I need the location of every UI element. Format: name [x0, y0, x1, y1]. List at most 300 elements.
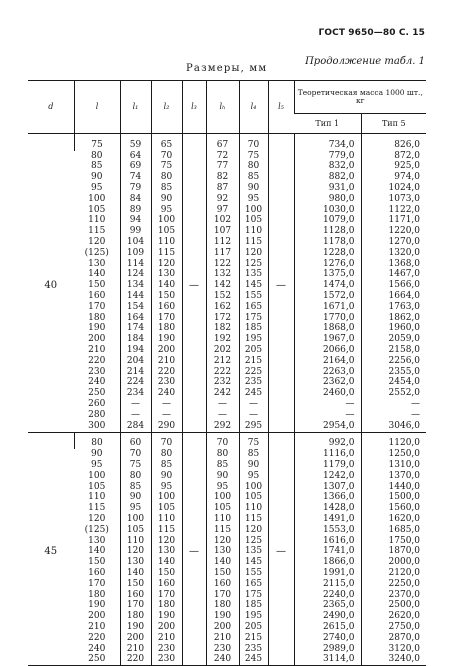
- cell-mass-type1: 832,0: [294, 162, 361, 173]
- cell-l2: 105: [151, 503, 182, 514]
- cell-l: 105: [88, 204, 106, 215]
- cell-l1: 105: [120, 525, 151, 536]
- cell-l2: 220: [151, 367, 182, 378]
- cell-l5: —: [268, 140, 294, 432]
- cell-l2: 120: [151, 536, 182, 547]
- cell-l4: 245: [239, 388, 268, 399]
- table-row: [28, 399, 426, 410]
- cell-lh: 85: [206, 460, 239, 471]
- cell-l1: 144: [120, 291, 151, 302]
- cell-mass-type5: —: [361, 410, 426, 421]
- cell-mass-type1: 1741,0: [294, 546, 361, 557]
- cell-l2: 130: [151, 270, 182, 281]
- cell-l: 220: [88, 355, 106, 366]
- cell-l1: 70: [120, 449, 151, 460]
- cell-lh: 240: [206, 654, 239, 665]
- cell-l1: 79: [120, 183, 151, 194]
- cell-l1: 164: [120, 313, 151, 324]
- cell-lh: 162: [206, 302, 239, 313]
- cell-lh: 122: [206, 259, 239, 270]
- cell-mass-type5: 1220,0: [361, 226, 426, 237]
- cell-mass-type1: —: [294, 410, 361, 421]
- cell-l: 100: [88, 470, 106, 481]
- cell-l2: 230: [151, 644, 182, 655]
- cell-lh: 192: [206, 334, 239, 345]
- cell-mass-type1: 2365,0: [294, 600, 361, 611]
- cell-l2: 190: [151, 334, 182, 345]
- cell-l4: 105: [239, 493, 268, 504]
- cell-l1: 284: [120, 421, 151, 432]
- cell-l5: —: [268, 439, 294, 666]
- cell-lh: 142: [206, 280, 239, 291]
- cell-l: 115: [88, 503, 106, 514]
- cell-l: 250: [88, 388, 106, 399]
- dimensions-caption: Размеры, мм: [186, 63, 268, 74]
- cell-mass-type1: 3114,0: [294, 654, 361, 665]
- cell-mass-type5: 2250,0: [361, 579, 426, 590]
- cell-lh: 150: [206, 568, 239, 579]
- cell-l: 110: [88, 492, 106, 503]
- cell-l: 75: [74, 140, 120, 151]
- cell-mass-type1: 1276,0: [294, 259, 361, 270]
- table-group-d-45: [28, 432, 426, 666]
- cell-l4: 145: [239, 557, 268, 568]
- cell-l2: 100: [151, 216, 182, 227]
- cell-mass-type5: 1171,0: [361, 216, 426, 227]
- cell-l: 240: [88, 377, 106, 388]
- cell-l4: 100: [239, 482, 268, 493]
- table-continuation: Продолжение табл. 1: [305, 56, 425, 67]
- table-row: [28, 654, 426, 665]
- cell-l: 130: [88, 535, 106, 546]
- col-header-type1: Тип 1: [294, 114, 361, 134]
- cell-lh: 172: [206, 313, 239, 324]
- cell-l2: 140: [151, 280, 182, 291]
- cell-l2: 85: [151, 460, 182, 471]
- table-row: [28, 183, 426, 194]
- cell-l4: 120: [239, 525, 268, 536]
- cell-mass-type1: 2954,0: [294, 421, 361, 432]
- cell-mass-type5: 1270,0: [361, 237, 426, 248]
- cell-mass-type5: 1440,0: [361, 482, 426, 493]
- cell-l2: 115: [151, 248, 182, 259]
- cell-l4: 155: [239, 568, 268, 579]
- table-row: [28, 162, 426, 173]
- cell-mass-type5: 1763,0: [361, 302, 426, 313]
- cell-lh: 117: [206, 248, 239, 259]
- cell-l: 150: [88, 280, 106, 291]
- cell-mass-type5: 1024,0: [361, 183, 426, 194]
- table-row: [28, 302, 426, 313]
- table-row: [28, 172, 426, 183]
- cell-mass-type1: 1116,0: [294, 449, 361, 460]
- cell-l: 210: [88, 621, 106, 632]
- cell-mass-type5: —: [361, 399, 426, 410]
- cell-l1: 104: [120, 237, 151, 248]
- cell-l2: 190: [151, 611, 182, 622]
- cell-l: 105: [88, 481, 106, 492]
- cell-lh: 230: [206, 644, 239, 655]
- cell-l2: 230: [151, 378, 182, 389]
- cell-l: 85: [91, 161, 103, 172]
- cell-mass-type5: 1368,0: [361, 259, 426, 270]
- cell-l4: 165: [239, 302, 268, 313]
- cell-mass-type5: 1310,0: [361, 460, 426, 471]
- cell-mass-type1: 2263,0: [294, 367, 361, 378]
- table-row: [28, 460, 426, 471]
- table-row: [28, 557, 426, 568]
- cell-l4: —: [239, 410, 268, 421]
- cell-mass-type5: 2120,0: [361, 568, 426, 579]
- cell-l4: 175: [239, 313, 268, 324]
- cell-l1: 224: [120, 378, 151, 389]
- cell-lh: 105: [206, 503, 239, 514]
- cell-l: 110: [88, 215, 106, 226]
- col-header-type5: Тип 5: [361, 114, 426, 134]
- col-header-l2: l₂: [151, 81, 182, 134]
- table-row: [28, 536, 426, 547]
- cell-lh: 242: [206, 388, 239, 399]
- cell-mass-type5: 3046,0: [361, 421, 426, 432]
- cell-lh: 67: [206, 140, 239, 151]
- cell-l1: 204: [120, 356, 151, 367]
- cell-l2: 110: [151, 237, 182, 248]
- cell-l4: 185: [239, 324, 268, 335]
- cell-mass-type1: 2362,0: [294, 378, 361, 389]
- cell-mass-type1: 2460,0: [294, 388, 361, 399]
- cell-l1: 190: [120, 622, 151, 633]
- cell-mass-type1: 1616,0: [294, 536, 361, 547]
- col-header-d: d: [48, 102, 54, 111]
- standard-number: ГОСТ 9650—80 С. 15: [318, 28, 425, 38]
- cell-l2: 110: [151, 514, 182, 525]
- cell-lh: 152: [206, 291, 239, 302]
- cell-l4: 115: [239, 514, 268, 525]
- cell-l: (125): [84, 524, 109, 535]
- cell-l4: 85: [239, 449, 268, 460]
- cell-l2: —: [151, 399, 182, 410]
- cell-l1: 74: [120, 172, 151, 183]
- cell-l1: 160: [120, 590, 151, 601]
- table-row: [28, 367, 426, 378]
- cell-mass-type1: 931,0: [294, 183, 361, 194]
- cell-l2: 70: [151, 439, 182, 450]
- cell-l: 190: [88, 600, 106, 611]
- cell-l2: 115: [151, 525, 182, 536]
- cell-lh: 72: [206, 151, 239, 162]
- cell-l: 140: [88, 269, 106, 280]
- cell-mass-type1: 1178,0: [294, 237, 361, 248]
- cell-l: 80: [74, 439, 120, 450]
- cell-l1: 95: [120, 503, 151, 514]
- cell-mass-type5: 2355,0: [361, 367, 426, 378]
- cell-mass-type5: 2620,0: [361, 611, 426, 622]
- cell-l2: 95: [151, 482, 182, 493]
- cell-mass-type1: 2989,0: [294, 644, 361, 655]
- cell-mass-type5: 872,0: [361, 151, 426, 162]
- col-header-l3: l₃: [182, 81, 206, 134]
- cell-l1: 80: [120, 471, 151, 482]
- cell-mass-type1: 992,0: [294, 439, 361, 450]
- cell-l4: —: [239, 399, 268, 410]
- cell-lh: 95: [206, 482, 239, 493]
- cell-l: 95: [91, 460, 103, 470]
- cell-lh: 82: [206, 172, 239, 183]
- cell-mass-type1: 1079,0: [294, 216, 361, 227]
- cell-mass-type1: 1991,0: [294, 568, 361, 579]
- cell-l1: 174: [120, 324, 151, 335]
- cell-l: 260: [88, 399, 106, 410]
- cell-lh: 202: [206, 345, 239, 356]
- cell-l2: 210: [151, 356, 182, 367]
- cell-lh: 115: [206, 525, 239, 536]
- cell-l4: 205: [239, 622, 268, 633]
- cell-l1: 170: [120, 600, 151, 611]
- cell-lh: 112: [206, 237, 239, 248]
- table-row: [28, 611, 426, 622]
- cell-mass-type1: 1868,0: [294, 324, 361, 335]
- cell-l4: 90: [239, 183, 268, 194]
- table-row: [28, 644, 426, 655]
- cell-l4: 115: [239, 237, 268, 248]
- cell-mass-type1: 1474,0: [294, 280, 361, 291]
- cell-l1: 184: [120, 334, 151, 345]
- cell-l4: 135: [239, 546, 268, 557]
- cell-lh: 190: [206, 611, 239, 622]
- table-row: [28, 622, 426, 633]
- cell-mass-type1: 1128,0: [294, 226, 361, 237]
- cell-l1: —: [120, 399, 151, 410]
- col-header-l4: l₄: [239, 81, 268, 134]
- cell-l4: 145: [239, 280, 268, 291]
- cell-l4: 110: [239, 503, 268, 514]
- col-header-l1: l₁: [120, 81, 151, 134]
- col-header-l: l: [74, 81, 120, 134]
- cell-l3: —: [182, 140, 206, 432]
- table-row: [28, 237, 426, 248]
- cell-l: 300: [88, 420, 106, 431]
- cell-mass-type1: 2115,0: [294, 579, 361, 590]
- cell-l1: 200: [120, 633, 151, 644]
- cell-mass-type1: 882,0: [294, 172, 361, 183]
- cell-mass-type5: 925,0: [361, 162, 426, 173]
- cell-l2: 120: [151, 259, 182, 270]
- cell-lh: 232: [206, 378, 239, 389]
- cell-lh: 97: [206, 205, 239, 216]
- cell-l: 230: [88, 366, 106, 377]
- cell-l4: 135: [239, 270, 268, 281]
- table-row: [28, 140, 426, 151]
- table-row: [28, 568, 426, 579]
- cell-lh: 130: [206, 546, 239, 557]
- cell-l: 90: [91, 449, 103, 460]
- cell-lh: 80: [206, 449, 239, 460]
- cell-l2: 65: [151, 140, 182, 151]
- cell-mass-type1: 1375,0: [294, 270, 361, 281]
- cell-lh: 100: [206, 493, 239, 504]
- table-row: [28, 151, 426, 162]
- cell-l4: 75: [239, 439, 268, 450]
- table-row: [28, 313, 426, 324]
- cell-l1: 99: [120, 226, 151, 237]
- cell-mass-type5: 1560,0: [361, 503, 426, 514]
- cell-l2: 70: [151, 151, 182, 162]
- cell-l2: 150: [151, 291, 182, 302]
- cell-l2: 150: [151, 568, 182, 579]
- cell-mass-type5: 2454,0: [361, 378, 426, 389]
- cell-l: 160: [88, 567, 106, 578]
- cell-mass-type1: —: [294, 399, 361, 410]
- cell-mass-type1: 1428,0: [294, 503, 361, 514]
- table-row: [28, 194, 426, 205]
- table-row: [28, 449, 426, 460]
- cell-l1: 154: [120, 302, 151, 313]
- cell-l2: 95: [151, 205, 182, 216]
- cell-l1: 234: [120, 388, 151, 399]
- cell-mass-type1: 1179,0: [294, 460, 361, 471]
- table-row: [28, 356, 426, 367]
- cell-mass-type5: 1370,0: [361, 471, 426, 482]
- cell-l2: 100: [151, 493, 182, 504]
- cell-mass-type1: 779,0: [294, 151, 361, 162]
- cell-lh: —: [206, 399, 239, 410]
- table-row: [28, 633, 426, 644]
- cell-mass-type5: 2158,0: [361, 345, 426, 356]
- table-row: [28, 248, 426, 259]
- cell-l1: 69: [120, 162, 151, 173]
- cell-mass-type5: 2000,0: [361, 557, 426, 568]
- cell-mass-type5: 1750,0: [361, 536, 426, 547]
- cell-l1: 220: [120, 654, 151, 665]
- cell-mass-type5: 826,0: [361, 140, 426, 151]
- cell-l2: 290: [151, 421, 182, 432]
- cell-l: 160: [88, 291, 106, 302]
- cell-l1: 75: [120, 460, 151, 471]
- cell-l1: 84: [120, 194, 151, 205]
- cell-l1: 114: [120, 259, 151, 270]
- cell-l: 180: [88, 589, 106, 600]
- table-row: [28, 216, 426, 227]
- cell-lh: —: [206, 410, 239, 421]
- cell-l1: 194: [120, 345, 151, 356]
- cell-mass-type5: 2552,0: [361, 388, 426, 399]
- cell-l1: 150: [120, 579, 151, 590]
- cell-lh: 102: [206, 216, 239, 227]
- cell-l2: 160: [151, 579, 182, 590]
- cell-mass-type1: 980,0: [294, 194, 361, 205]
- cell-mass-type1: 2066,0: [294, 345, 361, 356]
- cell-l2: 210: [151, 633, 182, 644]
- cell-mass-type1: 1307,0: [294, 482, 361, 493]
- cell-mass-type1: 1030,0: [294, 205, 361, 216]
- cell-l: 200: [88, 611, 106, 622]
- cell-mass-type5: 1960,0: [361, 324, 426, 335]
- table-row: [28, 600, 426, 611]
- cell-l: 250: [88, 654, 106, 665]
- cell-l: 280: [88, 409, 106, 420]
- table-row: [28, 388, 426, 399]
- cell-l: 140: [88, 546, 106, 557]
- cell-l2: 200: [151, 345, 182, 356]
- table-row: [28, 205, 426, 216]
- cell-mass-type5: 1862,0: [361, 313, 426, 324]
- cell-mass-type1: 1866,0: [294, 557, 361, 568]
- cell-mass-type1: 1572,0: [294, 291, 361, 302]
- cell-mass-type1: 2490,0: [294, 611, 361, 622]
- table-row: [28, 291, 426, 302]
- cell-l: 95: [91, 183, 103, 194]
- cell-mass-type5: 1620,0: [361, 514, 426, 525]
- cell-mass-type1: 2740,0: [294, 633, 361, 644]
- table-row: [28, 471, 426, 482]
- table-row: [28, 439, 426, 450]
- cell-mass-type5: 974,0: [361, 172, 426, 183]
- cell-lh: 132: [206, 270, 239, 281]
- cell-l4: 70: [239, 140, 268, 151]
- cell-l4: 175: [239, 590, 268, 601]
- cell-l1: 89: [120, 205, 151, 216]
- cell-l4: 105: [239, 216, 268, 227]
- cell-l1: 130: [120, 557, 151, 568]
- cell-l4: 120: [239, 248, 268, 259]
- col-header-l5: l₅: [268, 81, 294, 134]
- cell-l4: 85: [239, 172, 268, 183]
- cell-l: 130: [88, 258, 106, 269]
- cell-l1: 180: [120, 611, 151, 622]
- cell-mass-type5: 1467,0: [361, 270, 426, 281]
- cell-l2: 85: [151, 183, 182, 194]
- cell-lh: 107: [206, 226, 239, 237]
- cell-l: 80: [91, 150, 103, 161]
- cell-l4: 205: [239, 345, 268, 356]
- cell-lh: 70: [206, 439, 239, 450]
- cell-l2: 240: [151, 388, 182, 399]
- cell-l1: 140: [120, 568, 151, 579]
- table-row: [28, 226, 426, 237]
- cell-lh: 87: [206, 183, 239, 194]
- cell-d: 45: [44, 545, 58, 557]
- cell-l1: —: [120, 410, 151, 421]
- cell-l4: 195: [239, 611, 268, 622]
- cell-l: 170: [88, 301, 106, 312]
- cell-l2: 170: [151, 313, 182, 324]
- cell-l2: 130: [151, 546, 182, 557]
- cell-mass-type5: 1073,0: [361, 194, 426, 205]
- cell-mass-type5: 2870,0: [361, 633, 426, 644]
- cell-mass-type5: 2370,0: [361, 590, 426, 601]
- cell-mass-type5: 1320,0: [361, 248, 426, 259]
- table-header: [28, 81, 426, 134]
- cell-l1: 85: [120, 482, 151, 493]
- cell-mass-type1: 1366,0: [294, 493, 361, 504]
- cell-mass-type5: 1500,0: [361, 493, 426, 504]
- cell-l2: 180: [151, 600, 182, 611]
- table-row: [28, 503, 426, 514]
- cell-l4: 95: [239, 194, 268, 205]
- col-header-mass: Теоретическая масса 1000 шт., кг: [294, 81, 426, 114]
- cell-l4: 125: [239, 259, 268, 270]
- table-row: [28, 259, 426, 270]
- table-row: [28, 579, 426, 590]
- cell-l2: 160: [151, 302, 182, 313]
- cell-l4: 245: [239, 654, 268, 665]
- table-row: [28, 493, 426, 504]
- cell-mass-type1: 1770,0: [294, 313, 361, 324]
- cell-l4: 215: [239, 356, 268, 367]
- table-group-d-40: [28, 134, 426, 433]
- cell-l4: 95: [239, 471, 268, 482]
- cell-mass-type5: 1870,0: [361, 546, 426, 557]
